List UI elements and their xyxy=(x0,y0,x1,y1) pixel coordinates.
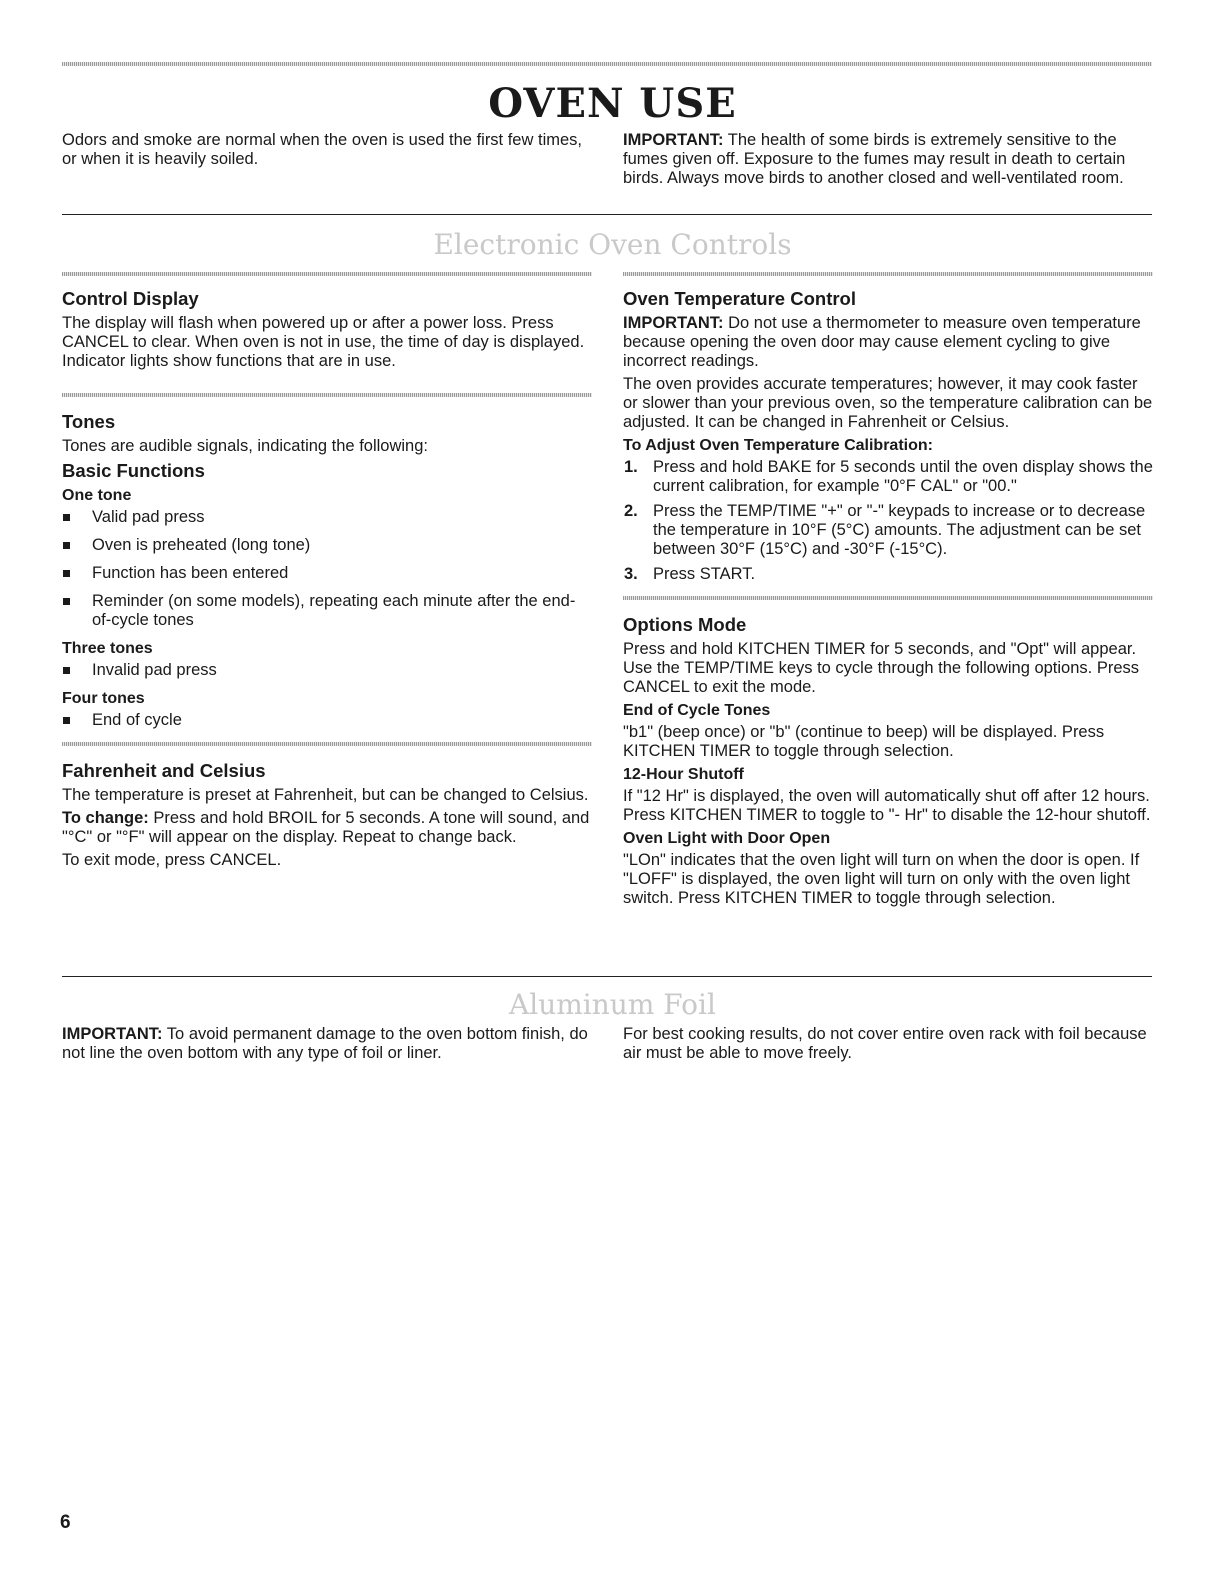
one-tone-heading: One tone xyxy=(62,487,132,504)
options-heading: Options Mode xyxy=(623,614,747,635)
important-body: Do not use a thermometer to measure oven temperature because opening the oven door may cause element cycling to give incorrect readings. xyxy=(623,314,1141,370)
adjust-steps-list xyxy=(623,458,1153,584)
page-title: OVEN USE xyxy=(488,80,737,127)
tones-intro: Tones are audible signals, indicating the following: xyxy=(62,437,428,455)
four-tones-list xyxy=(62,711,592,730)
end-of-cycle-heading: End of Cycle Tones xyxy=(623,702,771,719)
fahrenheit-text: The temperature is preset at Fahrenheit, but can be changed to Celsius. xyxy=(62,786,589,804)
shutoff-text: If "12 Hr" is displayed, the oven will automatically shut off after 12 hours. Press KITCHEN TIMER to toggle to "- Hr" to disable the 12-hour shutoff. xyxy=(623,787,1151,824)
step-item xyxy=(623,502,1153,559)
to-change-label: To change: xyxy=(62,809,149,827)
section-title-foil: Aluminum Foil xyxy=(509,988,716,1021)
foil-left xyxy=(62,1025,592,1067)
oven-temp-heading: Oven Temperature Control xyxy=(623,288,857,309)
three-tones-heading: Three tones xyxy=(62,640,153,657)
right-column xyxy=(623,288,1153,912)
left-column xyxy=(62,288,592,874)
important-label: IMPORTANT: xyxy=(623,131,724,149)
foil-right-text: For best cooking results, do not cover entire oven rack with foil because air must be able to move freely. xyxy=(623,1025,1147,1062)
list-item: Valid pad press xyxy=(62,508,592,527)
step-text: Press the TEMP/TIME "+" or "-" keypads to increase or to decrease the temperature in 10°F (5°C) amounts. The adjustment can be set between 30°F (15°C) and -30°F (-15°C). xyxy=(653,502,1146,558)
important-label: IMPORTANT: xyxy=(623,314,724,332)
important-body: The health of some birds is extremely sensitive to the fumes given off. Exposure to the fumes may result in death to certain birds. Always move birds to another closed and well-ventilated room. xyxy=(623,131,1126,187)
top-decorative-rule xyxy=(62,62,1152,66)
step-number: 3. xyxy=(624,565,638,583)
options-text: Press and hold KITCHEN TIMER for 5 seconds, and "Opt" will appear. Use the TEMP/TIME keys to cycle through the following options. Press CANCEL to exit the mode. xyxy=(623,640,1140,696)
three-tones-list xyxy=(62,661,592,680)
control-display-heading: Control Display xyxy=(62,288,199,309)
step-number: 1. xyxy=(624,458,638,476)
adjust-calibration-heading: To Adjust Oven Temperature Calibration: xyxy=(623,437,933,454)
list-item: Function has been entered xyxy=(62,564,592,583)
section-divider-foil xyxy=(62,976,1152,977)
shutoff-heading: 12-Hour Shutoff xyxy=(623,766,744,783)
section-title-electronic: Electronic Oven Controls xyxy=(433,228,792,261)
important-label: IMPORTANT: xyxy=(62,1025,163,1043)
list-item: Invalid pad press xyxy=(62,661,592,680)
one-tone-list xyxy=(62,508,592,630)
right-column-top-rule xyxy=(623,272,1153,276)
oven-light-text: "LOn" indicates that the oven light will turn on when the door is open. If "LOFF" is displayed, the oven light will turn on only with the oven light switch. Press KITCHEN TIMER to toggle through selection. xyxy=(623,851,1140,907)
oven-temp-important xyxy=(623,314,1153,371)
page-number: 6 xyxy=(60,1512,71,1533)
important-body: To avoid permanent damage to the oven bottom finish, do not line the oven bottom with any type of foil or liner. xyxy=(62,1025,588,1062)
oven-light-heading: Oven Light with Door Open xyxy=(623,830,831,847)
fahrenheit-heading: Fahrenheit and Celsius xyxy=(62,760,266,781)
intro-important-text xyxy=(623,131,1153,188)
intro-left-text: Odors and smoke are normal when the oven is used the first few times, or when it is heavily soiled. xyxy=(62,131,582,168)
step-number: 2. xyxy=(624,502,638,520)
fahrenheit-divider xyxy=(62,742,592,746)
foil-right xyxy=(623,1025,1153,1067)
fahrenheit-exit-text: To exit mode, press CANCEL. xyxy=(62,851,282,869)
list-item: Oven is preheated (long tone) xyxy=(62,536,592,555)
options-divider xyxy=(623,596,1153,600)
intro-left xyxy=(62,131,582,173)
four-tones-heading: Four tones xyxy=(62,690,145,707)
foil-important-text xyxy=(62,1025,592,1063)
list-item: End of cycle xyxy=(62,711,592,730)
oven-temp-text: The oven provides accurate temperatures; however, it may cook faster or slower than your previous oven, so the temperature calibration can be adjusted. It can be changed in Fahrenheit or Celsius. xyxy=(623,375,1153,431)
fahrenheit-change-text xyxy=(62,809,592,847)
list-item: Reminder (on some models), repeating each minute after the end-of-cycle tones xyxy=(62,592,592,630)
tones-divider xyxy=(62,393,592,397)
step-text: Press and hold BAKE for 5 seconds until the oven display shows the current calibration, for example "0°F CAL" or "00." xyxy=(653,458,1153,495)
basic-functions-heading: Basic Functions xyxy=(62,460,205,481)
tones-heading: Tones xyxy=(62,411,116,432)
end-of-cycle-text: "b1" (beep once) or "b" (continue to beep) will be displayed. Press KITCHEN TIMER to toggle through selection. xyxy=(623,723,1105,760)
step-text: Press START. xyxy=(653,565,756,583)
intro-right xyxy=(623,131,1153,192)
control-display-text: The display will flash when powered up or after a power loss. Press CANCEL to clear. When oven is not in use, the time of day is displayed. Indicator lights show functions that are in use. xyxy=(62,314,585,370)
section-divider-electronic xyxy=(62,214,1152,215)
left-column-top-rule xyxy=(62,272,592,276)
to-change-body: Press and hold BROIL for 5 seconds. A tone will sound, and "°C" or "°F" will appear on the display. Repeat to change back. xyxy=(62,809,590,846)
step-item xyxy=(623,565,1153,584)
step-item xyxy=(623,458,1153,496)
